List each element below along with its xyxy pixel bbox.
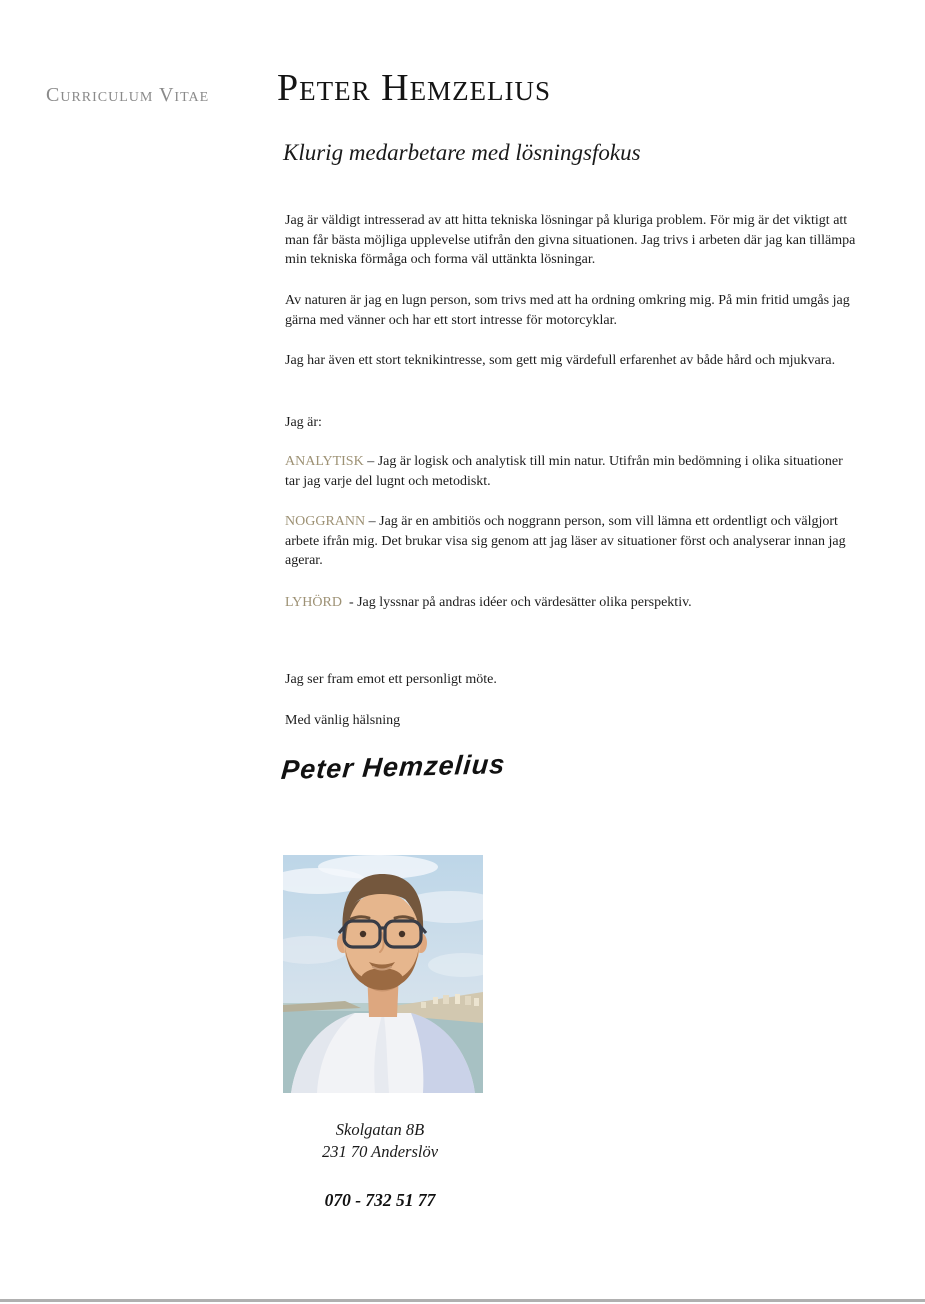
intro-paragraph-1: Jag är väldigt intresserad av att hitta tekniska lösningar på kluriga problem. För mig är det viktigt att man får bästa möjliga upplevelse utifrån den givna situationen. Jag trivs i arbeten där jag kan tillämpa min tekniska förmåga och forma väl uttänkta lösningar. [285,213,856,267]
handwritten-signature: Peter Hemzelius [280,749,507,786]
address-block [275,1119,485,1163]
person-name-title: Peter Hemzelius [277,67,552,109]
trait-text-analytisk: – Jag är logisk och analytisk till min natur. Utifrån min bedömning i olika situationer tar jag varje del lugnt och metodiskt. [285,454,843,489]
trait-analytisk [285,452,860,491]
salutation-line: Med vänlig hälsning [285,713,401,728]
trait-keyword-noggrann: NOGGRANN [285,514,366,529]
tagline: Klurig medarbetare med lösningsfokus [283,140,641,165]
curriculum-vitae-label: Curriculum Vitae [46,84,210,106]
closing-line: Jag ser fram emot ett personligt möte. [285,672,497,687]
trait-keyword-lyhord: LYHÖRD [285,595,342,610]
trait-keyword-analytisk: ANALYTISK [285,454,364,469]
address-line-1: Skolgatan 8B [335,1120,425,1139]
footer-rule [0,1299,925,1302]
trait-text-lyhord: - Jag lyssnar på andras idéer och värdesätter olika perspektiv. [348,595,692,610]
portrait-photo [283,855,483,1093]
traits-intro-label: Jag är: [285,415,322,430]
address-line-2: 231 70 Anderslöv [321,1142,439,1161]
phone-number: 070 - 732 51 77 [324,1190,436,1210]
intro-paragraph-2: Av naturen är jag en lugn person, som trivs med att ha ordning omkring mig. På min fritid umgås jag gärna med vänner och har ett stort intresse för motorcyklar. [285,293,850,328]
trait-text-noggrann: – Jag är en ambitiös och noggrann person, som vill lämna ett ordentligt och välgjort arbete ifrån mig. Det brukar visa sig genom att jag läser av situationer först och analyserar innan jag agerar. [285,514,846,568]
trait-noggrann [285,512,860,571]
trait-lyhord [285,593,860,613]
intro-paragraph-3: Jag har även ett stort teknikintresse, som gett mig värdefull erfarenhet av både hård och mjukvara. [285,353,836,368]
